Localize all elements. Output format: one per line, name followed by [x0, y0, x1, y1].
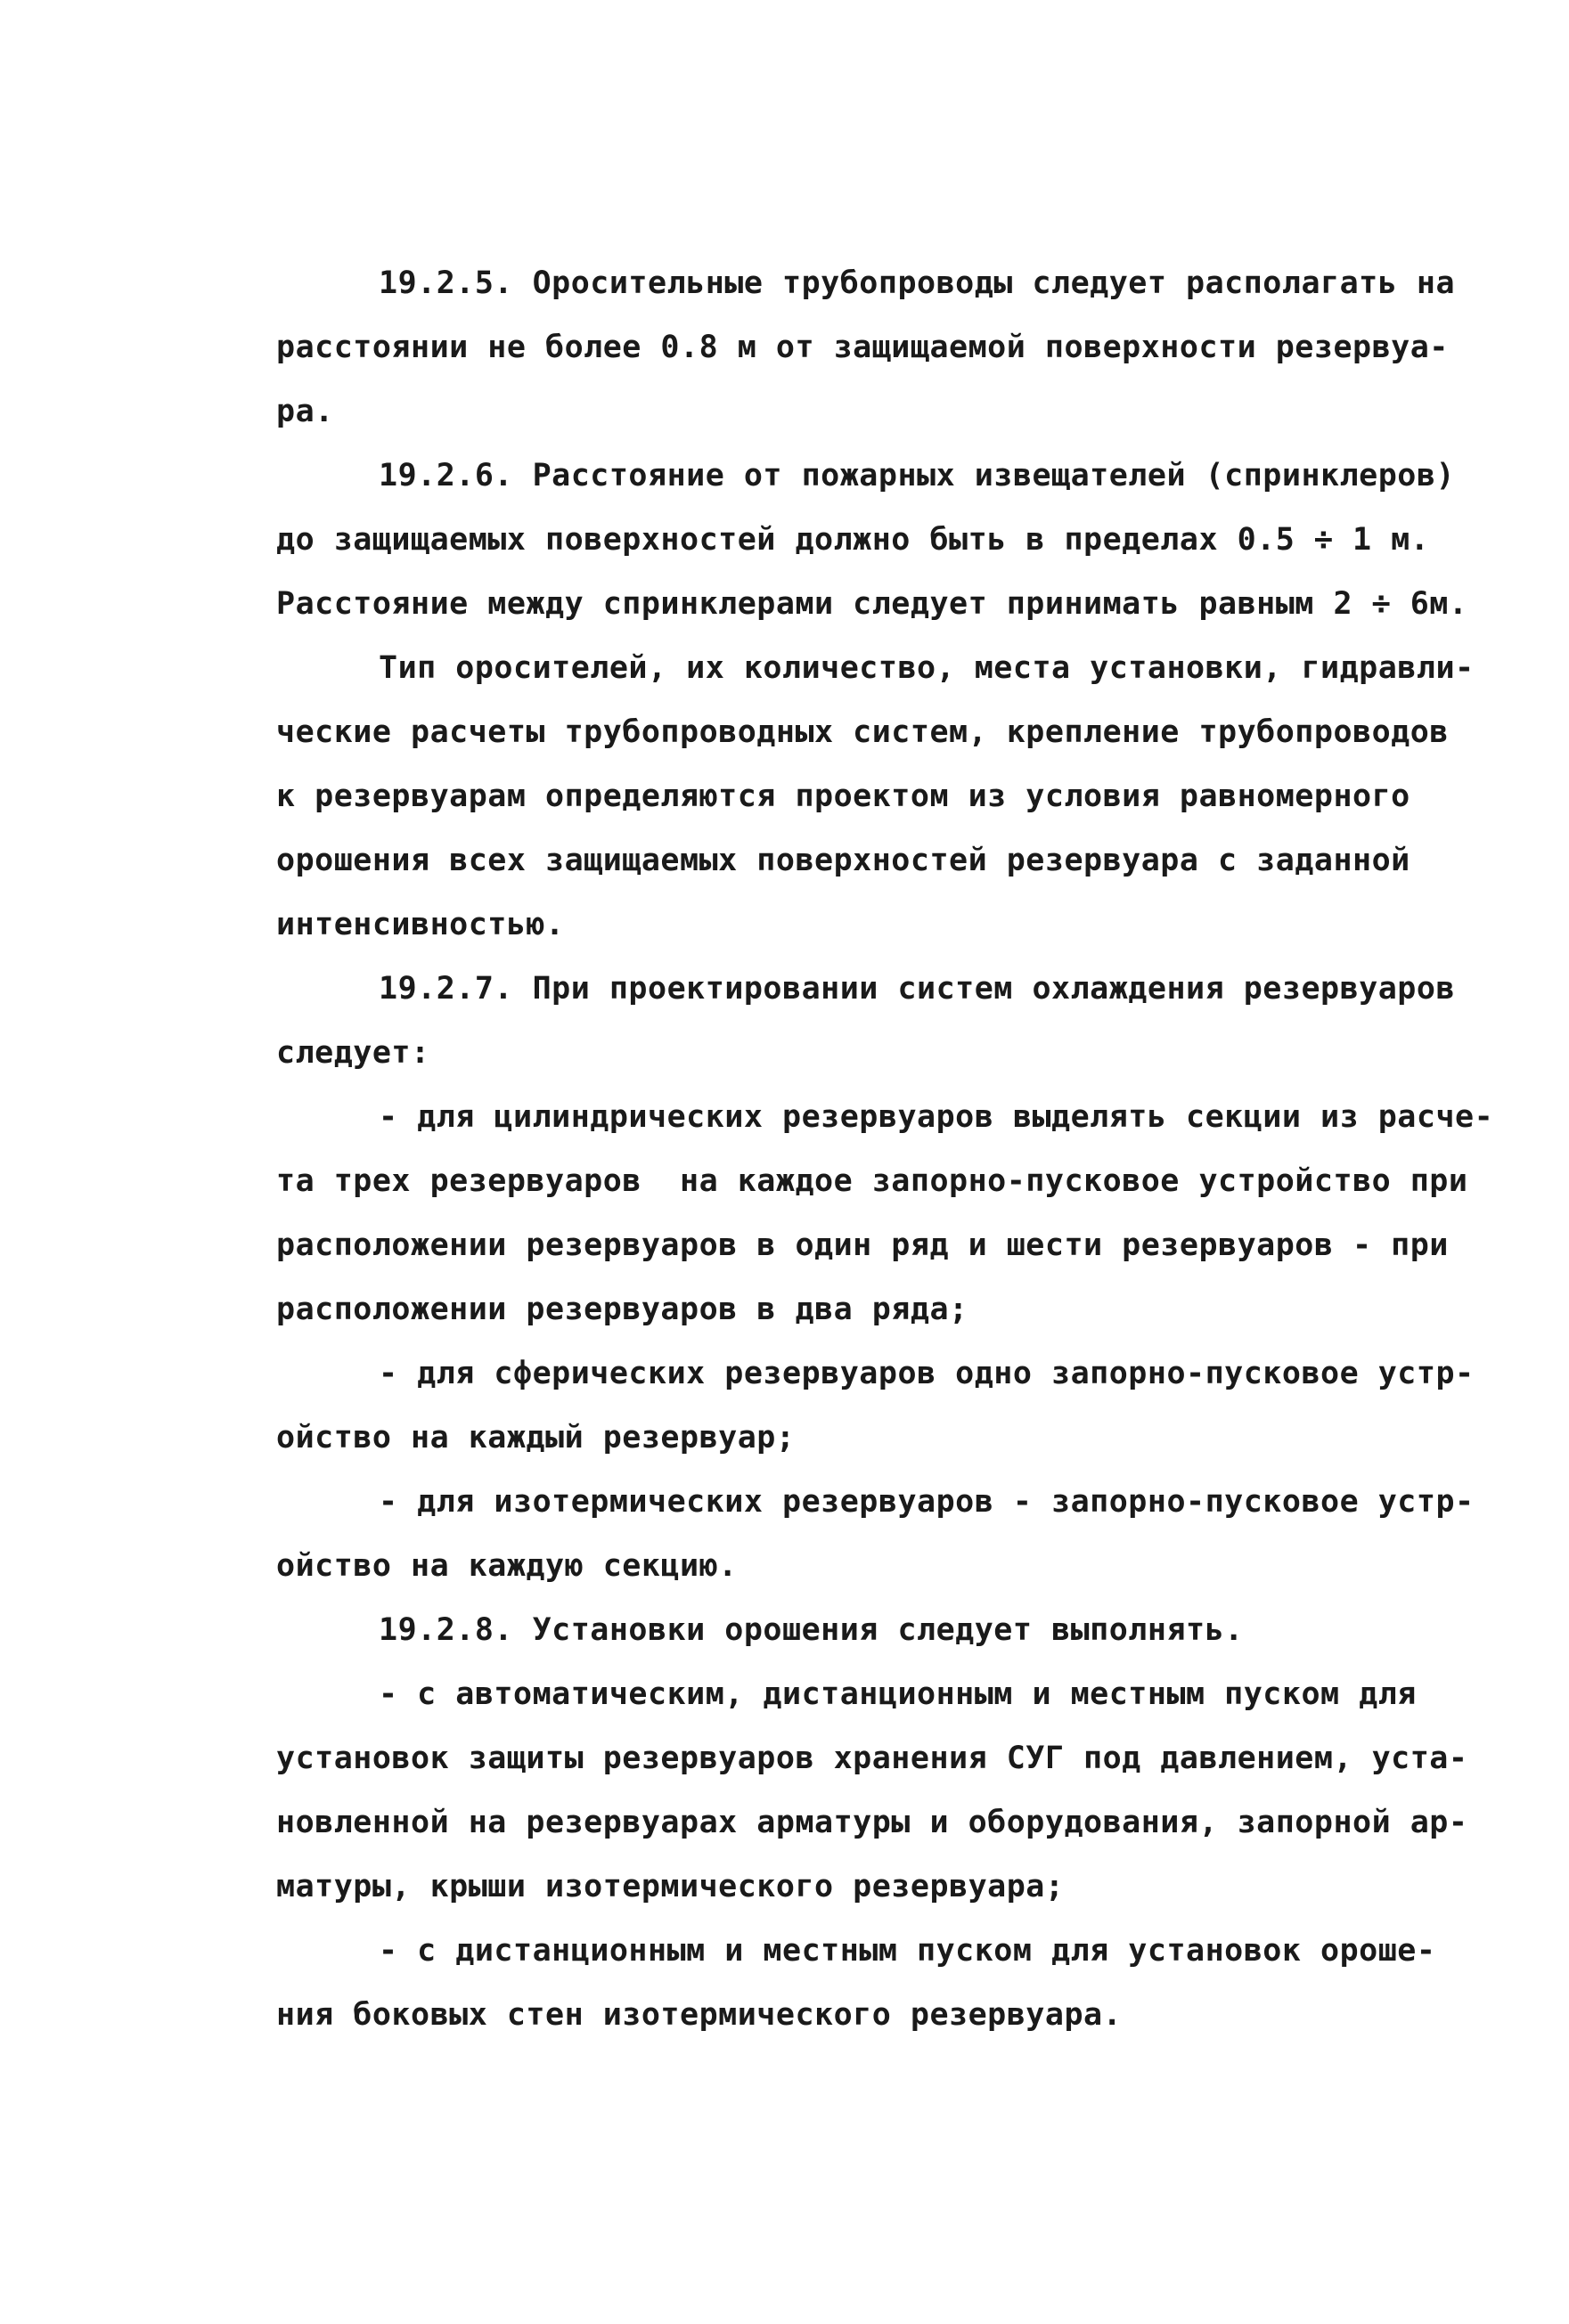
text-line: Расстояние между спринклерами следует принимать равным 2 ÷ 6м. — [276, 586, 1468, 622]
text-line: - с автоматическим, дистанционным и местным пуском для — [379, 1676, 1417, 1712]
text-line: до защищаемых поверхностей должно быть в пределах 0.5 ÷ 1 м. — [276, 522, 1430, 558]
text-line: - для сферических резервуаров одно запорно-пусковое устр- — [379, 1356, 1475, 1391]
text-line: та трех резервуаров на каждое запорно-пусковое устройство при — [276, 1163, 1468, 1199]
text-line: расположении резервуаров в один ряд и шести резервуаров - при — [276, 1227, 1449, 1263]
text-line: расположении резервуаров в два ряда; — [276, 1292, 968, 1327]
text-line: орошения всех защищаемых поверхностей резервуара с заданной — [276, 843, 1410, 878]
text-line: ра. — [276, 394, 334, 429]
text-line: расстоянии не более 0.8 м от защищаемой поверхности резервуа- — [276, 330, 1449, 365]
text-line: матуры, крыши изотермического резервуара; — [276, 1869, 1065, 1904]
text-line: - для цилиндрических резервуаров выделять секции из расче- — [379, 1099, 1494, 1135]
text-line: 19.2.7. При проектировании систем охлаждения резервуаров — [379, 971, 1456, 1007]
text-line: следует: — [276, 1035, 430, 1071]
text-line: 19.2.8. Установки орошения следует выполнять. — [379, 1612, 1244, 1648]
text-line: ойство на каждый резервуар; — [276, 1420, 796, 1456]
text-line: ойство на каждую секцию. — [276, 1548, 738, 1584]
text-line: - для изотермических резервуаров - запорно-пусковое устр- — [379, 1484, 1475, 1520]
text-line: ческие расчеты трубопроводных систем, крепление трубопроводов — [276, 714, 1449, 750]
text-line: новленной на резервуарах арматуры и оборудования, запорной ар- — [276, 1805, 1468, 1840]
document-text — [276, 251, 1497, 2047]
text-line: установок защиты резервуаров хранения СУГ под давлением, уста- — [276, 1741, 1468, 1776]
text-line: интенсивностью. — [276, 907, 565, 942]
text-line: ния боковых стен изотермического резервуара. — [276, 1997, 1123, 2033]
text-line: к резервуарам определяются проектом из условия равномерного — [276, 779, 1410, 814]
text-line: Тип оросителей, их количество, места установки, гидравли- — [379, 650, 1475, 686]
text-line: 19.2.6. Расстояние от пожарных извещателей (спринклеров) — [379, 458, 1456, 493]
text-line: 19.2.5. Оросительные трубопроводы следует располагать на — [379, 265, 1456, 301]
text-line: - с дистанционным и местным пуском для установок ороше- — [379, 1933, 1436, 1969]
